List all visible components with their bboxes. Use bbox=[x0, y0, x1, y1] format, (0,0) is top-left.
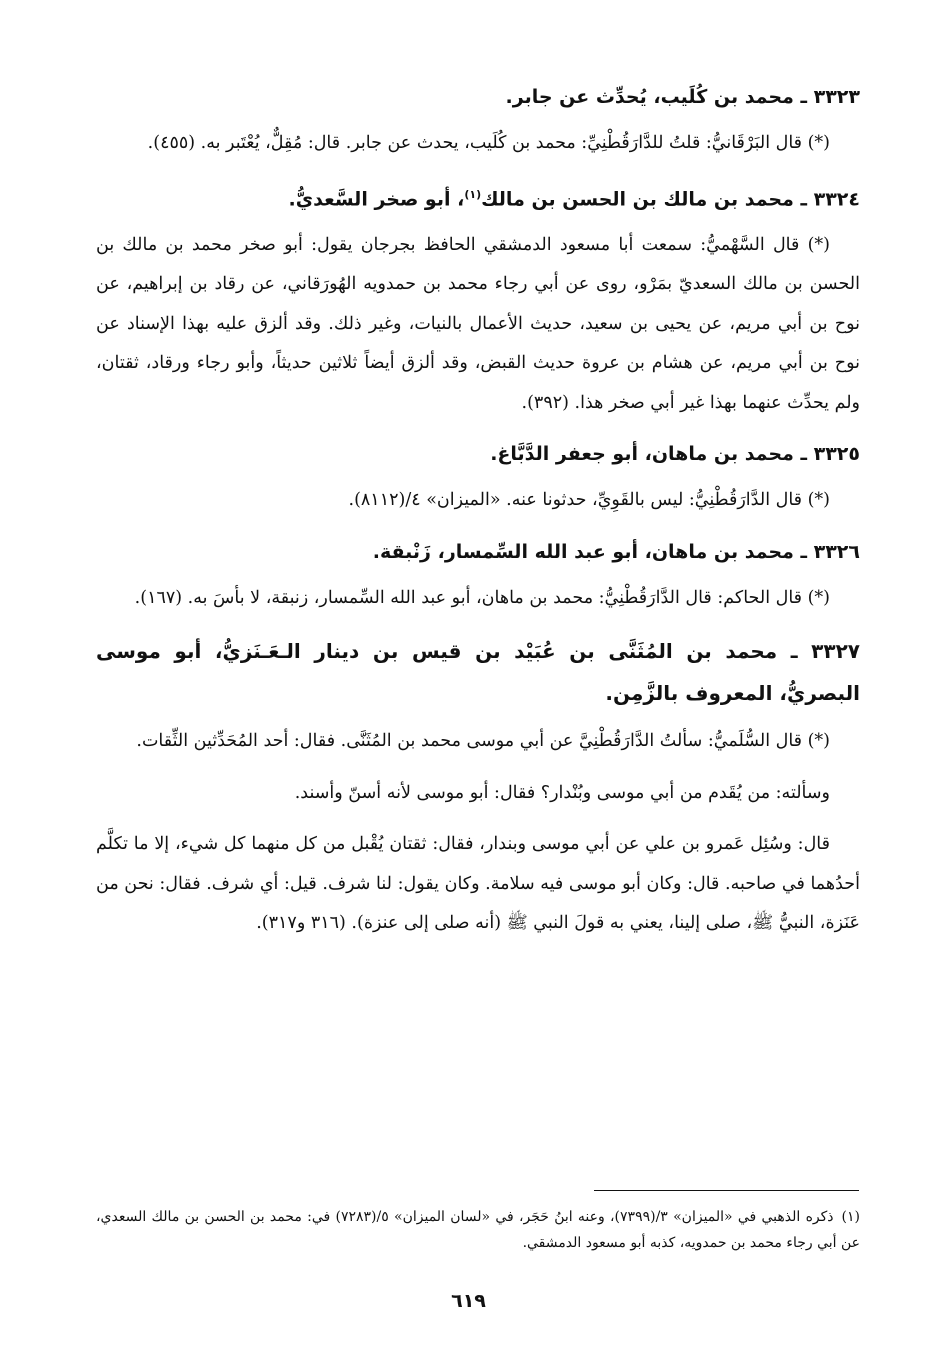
footnote-text: ذكره الذهبي في «الميزان» ٣/(٧٣٩٩)، وعنه ابنُ حَجَر، في «لسان الميزان» ٥/(٧٢٨٣) في: محمد بن الحسن بن مالك السعدي، عن أبي رجاء محمد بن حمدويه، كذبه أبو مسعود الدمشقي. bbox=[96, 1209, 860, 1251]
entry-heading-text: ٣٣٢٤ ـ محمد بن مالك بن الحسن بن مالك bbox=[481, 187, 860, 210]
entry-paragraph: (*) قال الدَّارَقُطْنِيُّ: ليس بالقَوِيِّ، حدثونا عنه. «الميزان» ٤/(٨١١٢). bbox=[348, 490, 830, 511]
page-number: ٦١٩ bbox=[451, 1290, 486, 1312]
entry-paragraph: (*) قال السُّلَميُّ: سألتُ الدَّارَقُطْنِيَّ عن أبي موسى محمد بن المُثَنَّى. فقال: أحد المُحَدِّثين الثِّقات. bbox=[136, 731, 830, 752]
entry-heading: ٣٣٢٣ ـ محمد بن كُلَيب، يُحدِّث عن جابر. bbox=[505, 86, 860, 108]
entry-3323 bbox=[96, 78, 860, 164]
footnote-divider bbox=[594, 1190, 859, 1191]
entry-heading-tail: ، أبو صخر السَّعديُّ. bbox=[288, 187, 465, 210]
footnote-number: (١) bbox=[841, 1209, 860, 1225]
entry-paragraph: قال: وسُئِل عَمرو بن علي عن أبي موسى وبندار، فقال: ثقتان يُقْبل من كل منهما كل شيء، إلا ما تكلَّم أحدُهما في صاحبه. قال: وكان أبو موسى فيه سلامة. وكان يقول: لنا شرف. قيل: أي شرف. فقال: نحن من عَنَزة، النبيُّ ﷺ، صلى إلينا، يعني به قولَ النبي ﷺ (أنه صلى إلى عنزة). (٣١٦ و٣١٧). bbox=[96, 834, 860, 934]
entry-paragraph: (*) قال الحاكم: قال الدَّارَقُطْنِيُّ: محمد بن ماهان، أبو عبد الله السِّمسار، زنبقة، لا بأسَ به. (١٦٧). bbox=[134, 587, 830, 608]
footnote bbox=[96, 1204, 860, 1256]
entry-3327 bbox=[96, 630, 860, 944]
entry-3324 bbox=[96, 176, 860, 424]
page-body bbox=[96, 78, 860, 956]
entry-paragraph: (*) قال السَّهْميُّ: سمعت أبا مسعود الدمشقي الحافظ بجرجان يقول: أبو صخر محمد بن مالك بن الحسن بن مالك السعديّ بمَرْو، روى عن أبي رجاء محمد بن حمدويه الهُورَقاني، عن رقاد بن إبراهيم، عن نوح بن أبي مريم، عن يحيى بن سعيد، حديث الأعمال بالنيات، وغير ذلك. وقد ألزق عليه بهذا الإسناد عن نوح بن أبي مريم، عن هشام بن عروة حديث القبض، وقد ألزق أيضاً ثلاثين حديثاً، وأبو رجاء ورقاد، ثقتان، ولم يحدِّث عنهما بهذا غير أبي صخر هذا. (٣٩٢). bbox=[96, 234, 860, 413]
entry-heading: ٣٣٢٥ ـ محمد بن ماهان، أبو جعفر الدَّبَّاغ. bbox=[490, 443, 860, 466]
entry-heading: ٣٣٢٧ ـ محمد بن المُثَنَّى بن عُبَيْد بن قيس بن دينار الـعَـنَزيُّ، أبو موسى البصريُّ، المعروف بالزَّمِن. bbox=[96, 639, 860, 706]
entry-3326 bbox=[96, 533, 860, 619]
entry-paragraph: وسألته: من يُقَدم من أبي موسى وبُنْدار؟ فقال: أبو موسى لأنه أسنّ وأسند. bbox=[294, 782, 830, 803]
entry-heading: ٣٣٢٦ ـ محمد بن ماهان، أبو عبد الله السِّمسار، زَنْبقة. bbox=[372, 540, 860, 563]
entry-3325 bbox=[96, 435, 860, 521]
footnote-marker: (١) bbox=[464, 187, 482, 201]
entry-paragraph: (*) قال البَرْقَانيُّ: قلتُ للدَّارَقُطْنِيِّ: محمد بن كُلَيب، يحدث عن جابر. قال: مُقِلٌّ، يُعْتَبر به. (٤٥٥). bbox=[147, 133, 830, 153]
entry-heading bbox=[96, 176, 860, 218]
